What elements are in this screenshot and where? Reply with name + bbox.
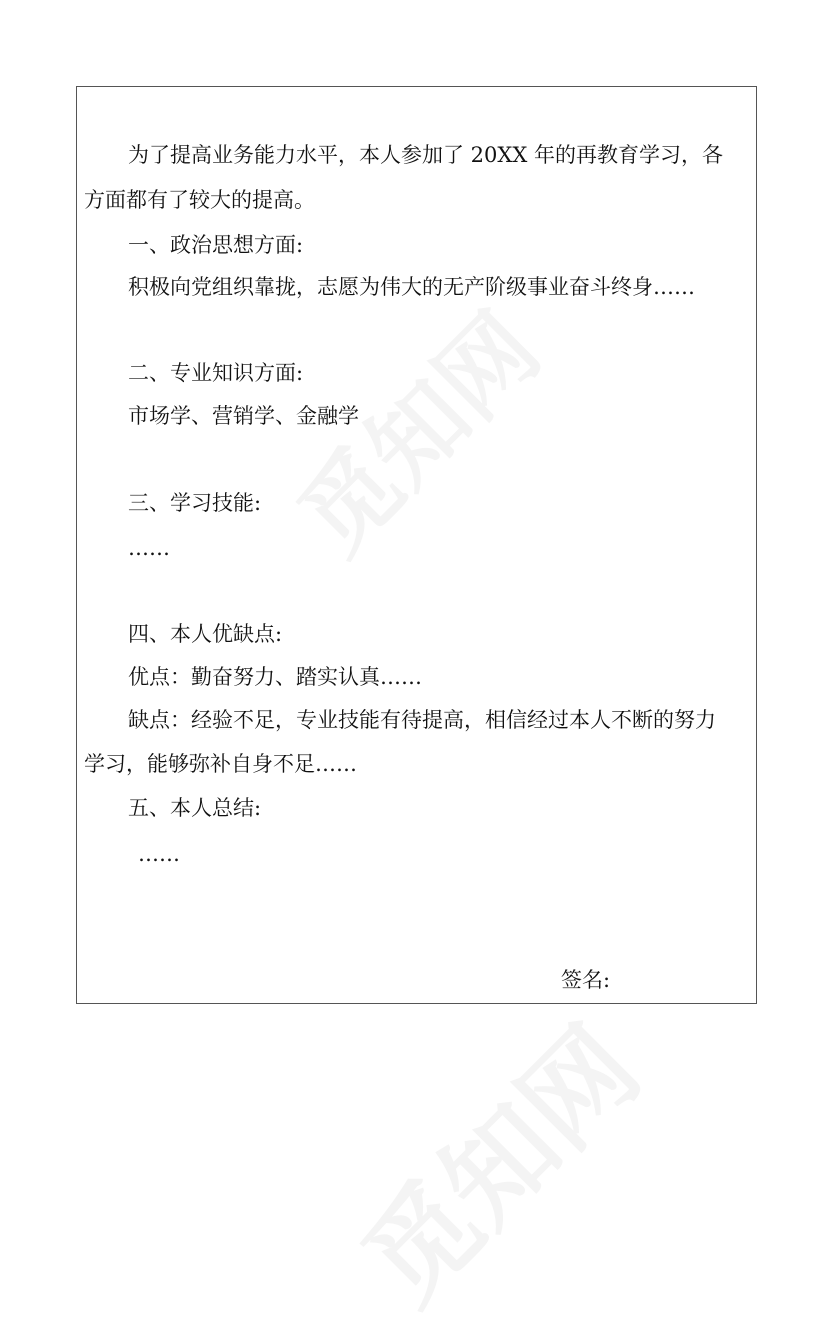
section-4-weakness-line-1: 缺点：经验不足，专业技能有待提高，相信经过本人不断的努力 (128, 708, 716, 732)
section-3-heading: 三、学习技能: (128, 491, 262, 515)
section-1-heading: 一、政治思想方面: (128, 233, 304, 257)
signature-label: 签名: (561, 968, 611, 992)
intro-line-2: 方面都有了较大的提高。 (84, 188, 315, 212)
intro-line-1: 为了提高业务能力水平，本人参加了 20XX 年的再教育学习，各 (128, 143, 723, 167)
section-1-body: 积极向党组织靠拢，志愿为伟大的无产阶级事业奋斗终身…… (128, 275, 695, 299)
section-4-heading: 四、本人优缺点: (128, 622, 283, 646)
watermark-bottom (322, 986, 667, 1331)
section-2-heading: 二、专业知识方面: (128, 361, 304, 385)
section-5-heading: 五、本人总结: (128, 796, 262, 820)
section-4-strengths: 优点：勤奋努力、踏实认真…… (128, 665, 422, 689)
section-2-body: 市场学、营销学、金融学 (128, 404, 359, 428)
section-4-weakness-line-2: 学习，能够弥补自身不足…… (84, 752, 357, 776)
section-5-body: …… (138, 842, 180, 866)
section-3-body: …… (128, 536, 170, 560)
